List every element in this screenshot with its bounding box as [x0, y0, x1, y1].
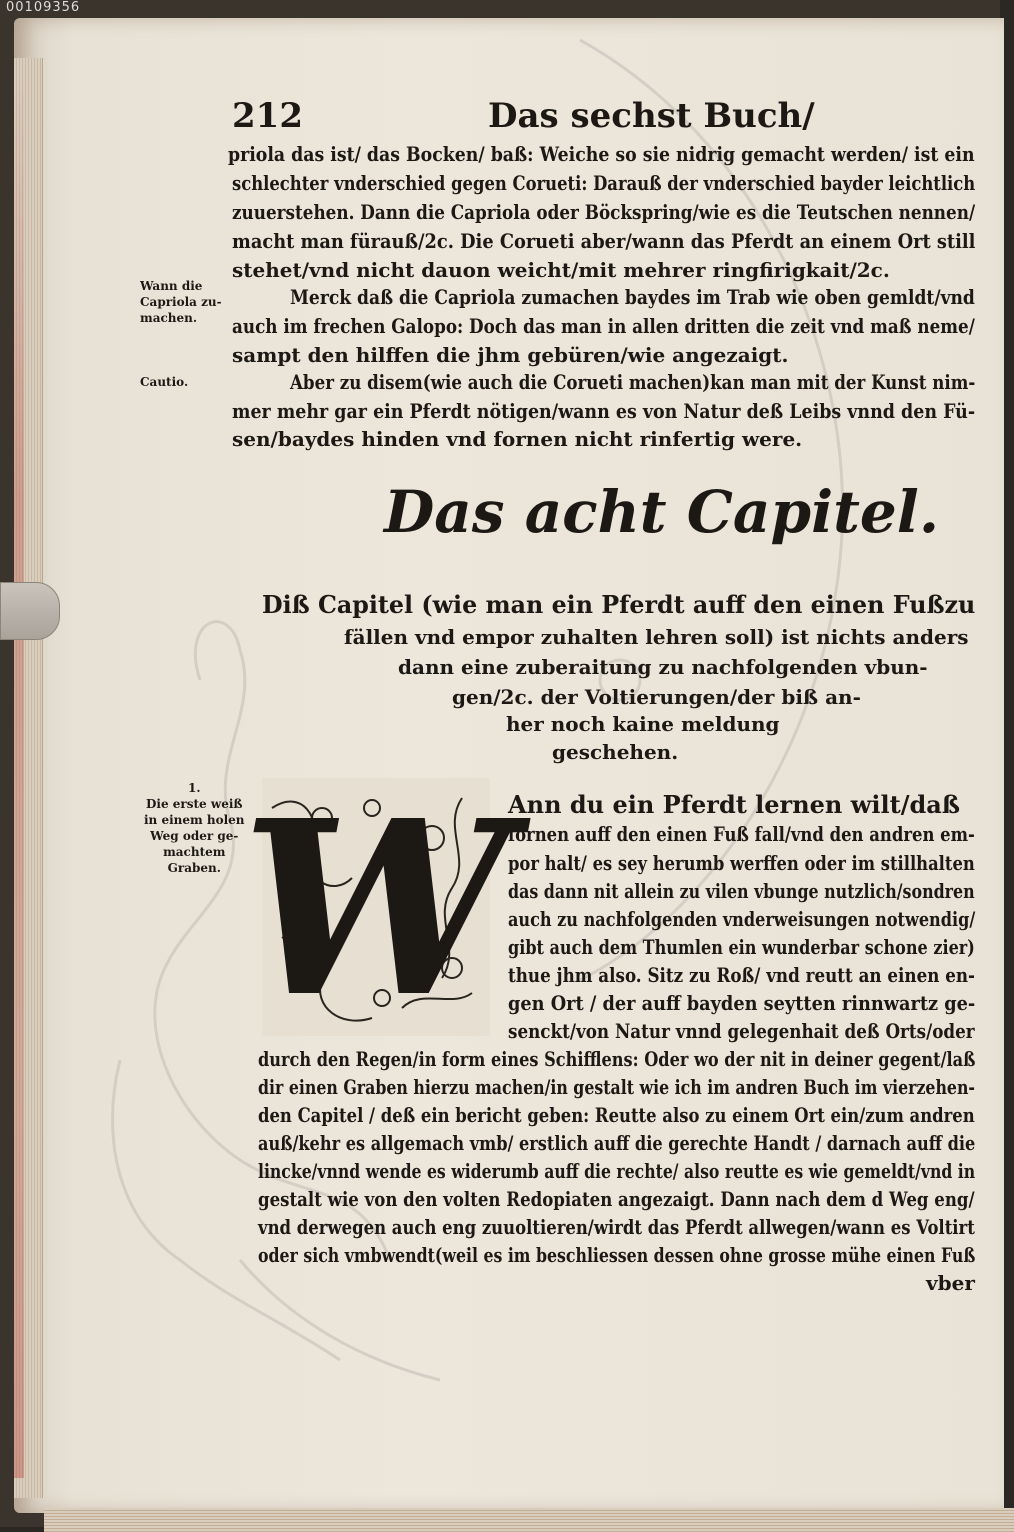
text-line: auch zu nachfolgenden vnderweisungen notwendig/	[508, 907, 976, 931]
chapter-summary-line: her noch kaine meldung	[506, 712, 780, 736]
margin-note-first-way	[144, 780, 245, 876]
text-line: sen/baydes hinden vnd fornen nicht rinfertig were.	[232, 427, 803, 451]
text-line: thue jhm also. Sitz zu Roß/ vnd reutt an einen en-	[508, 963, 975, 987]
text-line: dir einen Graben hierzu machen/in gestalt wie ich im andren Buch im vierzehen-	[258, 1075, 975, 1099]
text-line: Merck daß die Capriola zumachen baydes im Trab wie oben gemldt/vnd	[290, 285, 975, 309]
margin-note-line: machtem	[163, 845, 226, 859]
page-clip	[0, 582, 60, 640]
margin-note-line: 1.	[188, 781, 201, 795]
chapter-summary-line: dann eine zuberaitung zu nachfolgenden vbun-	[398, 655, 928, 679]
text-line: fornen auff den einen Fuß fall/vnd den andren em-	[508, 822, 975, 846]
chapter-summary-line: Diß Capitel (wie man ein Pferdt auff den einen Fußzu	[262, 590, 976, 619]
text-line: oder sich vmbwendt(weil es im beschliessen dessen ohne grosse mühe einen Fuß	[258, 1243, 976, 1267]
margin-note-line: Die erste weiß	[146, 797, 243, 811]
text-line: auch im frechen Galopo: Doch das man in allen dritten die zeit vnd maß neme/	[232, 314, 975, 338]
text-line: Aber zu disem(wie auch die Corueti machen)kan man mit der Kunst nim-	[290, 370, 976, 394]
initial-ornament	[241, 768, 511, 1050]
text-line: vnd derwegen auch eng zuuoltieren/wirdt das Pferdt allwegen/wann es Voltirt	[258, 1215, 975, 1239]
text-line: das dann nit allein zu vilen vbunge nutzlich/sondren	[508, 879, 975, 903]
text-line: gibt auch dem Thumlen ein wunderbar schone zier)	[508, 935, 975, 959]
margin-note-line: machen.	[140, 311, 198, 325]
text-line: senckt/von Natur vnnd gelegenhait deß Orts/oder	[508, 1019, 975, 1043]
margin-note-line: Cautio.	[140, 375, 189, 389]
page-number: 212	[232, 96, 303, 136]
text-line: zuuerstehen. Dann die Capriola oder Böckspring/wie es die Teutschen nennen/	[232, 200, 976, 224]
initial-letter: W	[241, 768, 511, 1050]
margin-note-line: Wann die	[140, 279, 203, 293]
text-line: por halt/ es sey herumb werffen oder im stillhalten	[508, 851, 975, 875]
catchword: vber	[926, 1271, 975, 1295]
text-line: durch den Regen/in form eines Schifflens: Oder wo der nit in deiner gegent/laß	[258, 1047, 976, 1071]
text-line: schlechter vnderschied gegen Corueti: Darauß der vnderschied bayder leichtlich	[232, 171, 976, 195]
page-edge-stain	[14, 78, 24, 1478]
text-line: gestalt wie von den volten Redopiaten angezaigt. Dann nach dem d Weg eng/	[258, 1187, 975, 1211]
margin-note-line: in einem holen	[144, 813, 245, 827]
running-head: Das sechst Buch/	[488, 96, 815, 136]
chapter-title: Das acht Capitel.	[384, 478, 940, 546]
scan-id-label: 00109356	[6, 0, 81, 15]
text-line: mer mehr gar ein Pferdt nötigen/wann es von Natur deß Leibs vnnd den Fü-	[232, 399, 976, 423]
text-line: Ann du ein Pferdt lernen wilt/daß	[508, 790, 961, 819]
margin-note-line: Graben.	[167, 861, 221, 875]
chapter-summary-line: geschehen.	[552, 740, 679, 764]
page-bottom-edge	[44, 1508, 1014, 1532]
chapter-summary-line: gen/2c. der Voltierungen/der biß an-	[452, 685, 861, 709]
margin-note-line: Weg oder ge-	[150, 829, 239, 843]
text-line: priola das ist/ das Bocken/ baß: Weiche so sie nidrig gemacht werden/ ist ein	[228, 142, 975, 166]
chapter-summary-line: fällen vnd empor zuhalten lehren soll) ist nichts anders	[344, 625, 969, 649]
text-line: den Capitel / deß ein bericht geben: Reutte also zu einem Ort ein/zum andren	[258, 1103, 975, 1127]
text-line: gen Ort / der auff bayden seytten rinnwartz ge-	[508, 991, 976, 1015]
decorated-initial	[241, 768, 511, 1050]
text-line: sampt den hilffen die jhm gebüren/wie angezaigt.	[232, 343, 789, 367]
text-line: lincke/vnnd wende es widerumb auff die rechte/ also reutte es wie gemeldt/vnd in	[258, 1159, 976, 1183]
text-line: auß/kehr es allgemach vmb/ erstlich auff die gerechte Handt / darnach auff die	[258, 1131, 976, 1155]
margin-note-capriola	[140, 278, 222, 326]
margin-note-cautio	[140, 374, 188, 390]
margin-note-line: Capriola zu-	[140, 295, 222, 309]
text-line: macht man fürauß/2c. Die Corueti aber/wann das Pferdt an einem Ort still	[232, 229, 976, 253]
text-line: stehet/vnd nicht dauon weicht/mit mehrer ringfirigkait/2c.	[232, 258, 890, 282]
